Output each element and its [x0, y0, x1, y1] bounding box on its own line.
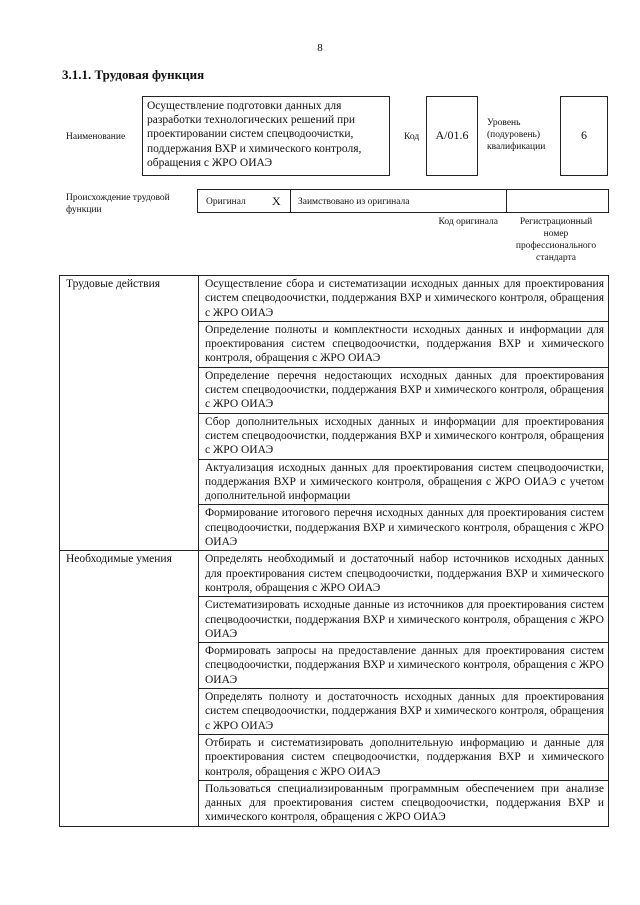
name-value: Осуществление подготовки данных для разработки технологических решений при проектировании систем спецводоочистки, поддержания ВХР и химического контроля, обращения с ЖРО ОИАЭ [142, 96, 390, 176]
section-title: 3.1.1. Трудовая функция [62, 67, 205, 82]
table-row [60, 551, 609, 597]
list-item: Определять необходимый и достаточный набор источников исходных данных для проектирования систем спецводоочистки, поддержания ВХР и химического контроля, обращения с ЖРО ОИАЭ [199, 551, 609, 597]
origin-row [197, 189, 609, 213]
list-item: Определение полноты и комплектности исходных данных и информации для проектирования систем спецводоочистки, поддержания ВХР и химического контроля, обращения с ЖРО ОИАЭ [199, 321, 609, 367]
list-item: Формирование итогового перечня исходных данных для проектирования систем спецводоочистки, поддержания ВХР и химического контроля, обращения с ЖРО ОИАЭ [199, 505, 609, 551]
list-item: Пользоваться специализированным программным обеспечением при анализе данных для проектирования систем спецводоочистки, поддержания ВХР и химического контроля, обращения с ЖРО ОИАЭ [199, 780, 609, 826]
skills-section [60, 551, 609, 826]
list-item: Определение перечня недостающих исходных данных для проектирования систем спецводоочистки, поддержания ВХР и химического контроля, обращения с ЖРО ОИАЭ [199, 367, 609, 413]
list-item: Осуществление сбора и систематизации исходных данных для проектирования систем спецводоочистки, поддержания ВХР и химического контроля, обращения с ЖРО ОИАЭ [199, 276, 609, 322]
table-row [60, 276, 609, 322]
labor-actions-section [60, 276, 609, 551]
code-value: A/01.6 [426, 96, 478, 176]
origin-label: Происхождение трудовой функции [66, 193, 170, 215]
list-item: Определять полноту и достаточность исходных данных для проектирования систем спецводоочистки, поддержания ВХР и химического контроля, обращения с ЖРО ОИАЭ [199, 689, 609, 735]
list-item: Сбор дополнительных исходных данных и информации для проектирования систем спецводоочистки, поддержания ВХР и химического контроля, обращения с ЖРО ОИАЭ [199, 413, 609, 459]
code-caption: Код оригинала [438, 217, 498, 227]
code-label: Код [404, 132, 420, 142]
level-value: 6 [560, 96, 608, 176]
origin-divider-2 [506, 190, 507, 212]
name-label: Наименование [66, 132, 126, 142]
original-mark: X [272, 194, 281, 208]
borrowed-label: Заимствовано из оригинала [298, 197, 410, 207]
page-number: 8 [317, 42, 323, 54]
list-item: Отбирать и систематизировать дополнительную информацию и данные для проектирования систем спецводоочистки, поддержания ВХР и химического контроля, обращения с ЖРО ОИАЭ [199, 734, 609, 780]
section-label: Необходимые умения [60, 551, 199, 826]
list-item: Формировать запросы на предоставление данных для проектирования систем спецводоочистки, поддержания ВХР и химического контроля, обращения с ЖРО ОИАЭ [199, 643, 609, 689]
list-item: Актуализация исходных данных для проектирования систем спецводоочистки, поддержания ВХР и химического контроля, обращения с ЖРО ОИАЭ с учетом дополнительной информации [199, 459, 609, 505]
origin-divider [290, 190, 291, 212]
section-label: Трудовые действия [60, 276, 199, 551]
level-label: Уровень (подуровень) квалификации [487, 118, 546, 152]
function-table [59, 275, 609, 827]
original-label: Оригинал [206, 197, 246, 207]
list-item: Систематизировать исходные данные из источников для проектирования систем спецводоочистки, поддержания ВХР и химического контроля, обращения с ЖРО ОИАЭ [199, 597, 609, 643]
reg-caption: Регистрационный номер профессионального стандарта [515, 217, 597, 263]
